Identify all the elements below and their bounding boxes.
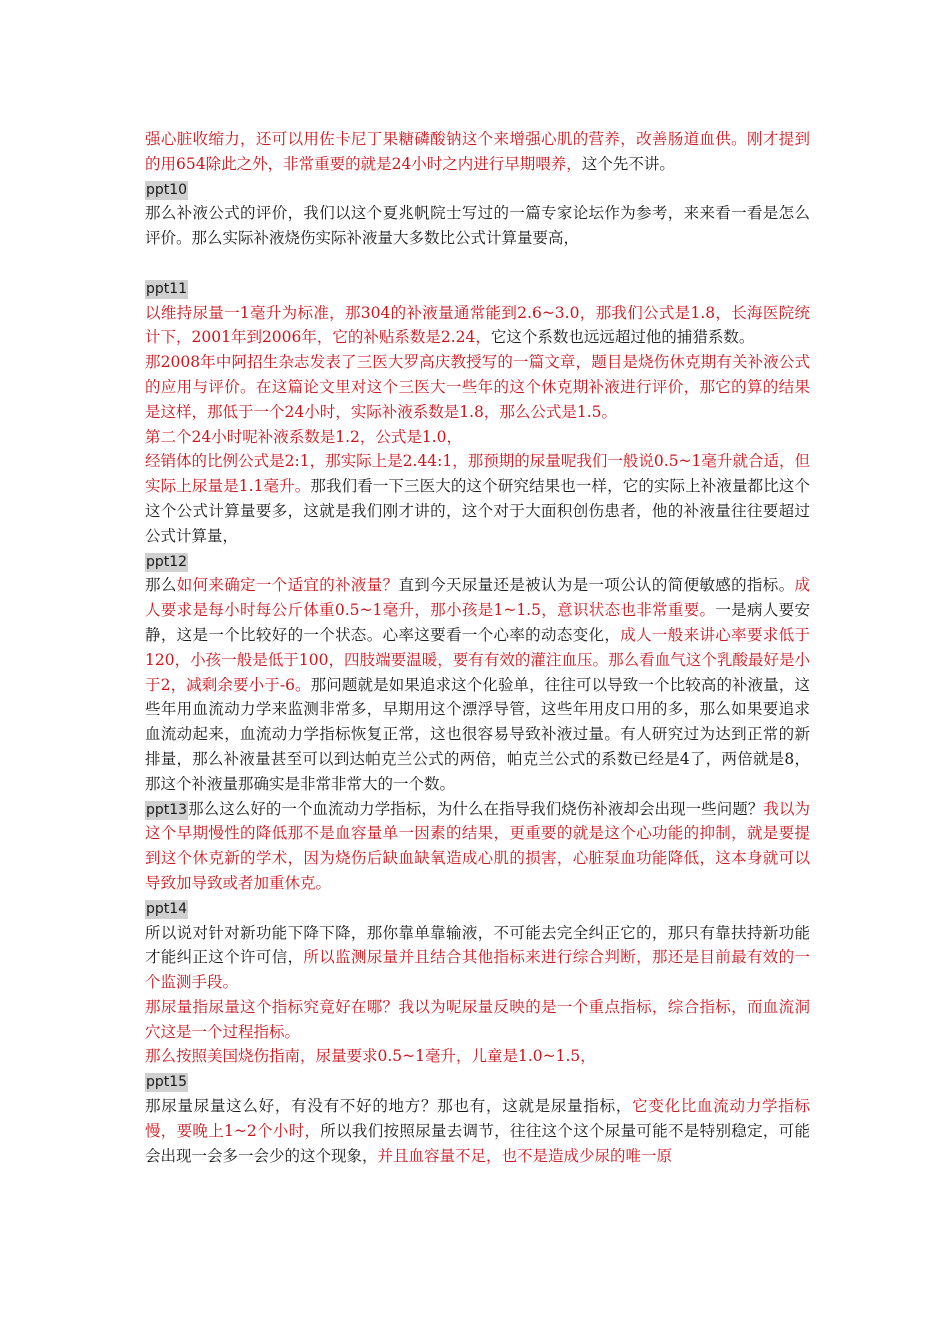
- blank-line: [145, 251, 810, 276]
- paragraph: [145, 1094, 810, 1168]
- paragraph: [145, 350, 810, 424]
- paragraph: [145, 1044, 810, 1069]
- paragraph: [145, 127, 810, 177]
- paragraph: [145, 797, 810, 896]
- slide-marker-line: [145, 549, 810, 574]
- slide-marker-line: [145, 276, 810, 301]
- highlighted-text-run: 强心脏收缩力，还可以用佐卡尼丁果糖磷酸钠这个来增强心肌的营养，改善肠道血供。刚才提到的用654除此之外，非常重要的就是24小时之内进行早期喂养，: [145, 130, 810, 173]
- highlighted-text-run: 那2008年中阿招生杂志发表了三医大罗高庆教授写的一篇文章，题目是烧伤休克期有关补液公式的应用与评价。在这篇论文里对这个三医大一些年的这个休克期补液进行评价，那它的算的结果是这样，那低于一个24小时，实际补液系数是1.8，那么公式是1.5。: [145, 353, 810, 421]
- slide-marker-line: [145, 177, 810, 202]
- text-run: 直到今天尿量还是被认为是一项公认的简便敏感的指标。: [398, 576, 795, 595]
- highlighted-text-run: 并且血容量不足，也不是造成少尿的唯一原: [377, 1146, 673, 1165]
- paragraph: [145, 995, 810, 1045]
- paragraph: [145, 449, 810, 548]
- highlighted-text-run: 它变化比血流动力学指标慢，要晚上1~2个小时，: [145, 1097, 810, 1140]
- text-run: 那么这么好的一个血流动力学指标，为什么在指导我们烧伤补液却会出现一些问题？: [188, 799, 764, 818]
- text-run: 那么: [145, 576, 177, 595]
- document-body: [145, 127, 810, 1168]
- highlighted-text-run: 那么按照美国烧伤指南，尿量要求0.5~1毫升，儿童是1.0~1.5，: [145, 1047, 596, 1066]
- slide-marker: ppt10: [146, 181, 188, 198]
- text-run: 那我们看一下三医大的这个研究结果也一样，它的实际上补液量都比这个这个公式计算量要多，这就是我们刚才讲的，这个对于大面积创伤患者，他的补液量往往要超过公式计算量，: [145, 477, 810, 545]
- text-run: 那尿量尿量这么好，有没有不好的地方？那也有，这就是尿量指标，: [145, 1097, 633, 1116]
- highlighted-text-run: 那尿量指尿量这个指标究竟好在哪？我以为呢尿量反映的是一个重点指标，综合指标，而血流洞穴这是一个过程指标。: [145, 997, 810, 1041]
- highlighted-text-run: 第二个24小时呢补液系数是1.2，公式是1.0，: [145, 427, 463, 446]
- text-run: 一是病人要安静，这是一个比较好的一个状态。心率这要看一个心率的动态变化，: [145, 601, 810, 644]
- highlighted-text-run: 以维持尿量一1毫升为标准，那304的补液量通常能到2.6~3.0，那我们公式是1.8，长海医院统计下，2001年到2006年，它的补贴系数是2.24，: [145, 303, 810, 347]
- highlighted-text-run: 成人一般来讲心率要求低于120，小孩一般是低于100，四肢端要温暖，要有有效的灌注血压。那么看血气这个乳酸最好是小于2，减剩余要小于-6。: [145, 625, 810, 694]
- highlighted-text-run: 所以监测尿量并且结合其他指标来进行综合判断，那还是目前最有效的一个监测手段。: [145, 948, 810, 992]
- slide-marker: ppt14: [146, 900, 188, 917]
- text-run: 它这个系数也远远超过他的捕猎系数。: [490, 328, 755, 347]
- text-run: 这个先不讲。: [581, 154, 675, 173]
- text-run: 那么补液公式的评价，我们以这个夏兆帆院士写过的一篇专家论坛作为参考，来来看一看是怎么评价。那么实际补液烧伤实际补液量大多数比公式计算量要高，: [145, 204, 810, 248]
- slide-marker: ppt12: [146, 553, 188, 570]
- highlighted-text-run: 成人要求是每小时每公斤体重0.5~1毫升，那小孩是1~1.5，意识状态也非常重要。: [145, 576, 810, 620]
- slide-marker-line: [145, 1069, 810, 1094]
- slide-marker-line: [145, 896, 810, 921]
- highlighted-text-run: 我以为这个早期慢性的降低那不是血容量单一因素的结果，更重要的就是这个心功能的抑制，就是要提到这个休克新的学术，因为烧伤后缺血缺氧造成心肌的损害，心脏泵血功能降低，这本身就可以导致加导致或者加重休克。: [145, 799, 810, 892]
- paragraph: [145, 921, 810, 995]
- text-run: 所以说对针对新功能下降下降，那你靠单靠输液，不可能去完全纠正它的，那只有靠扶持新功能才能纠正这个许可信，: [145, 923, 810, 967]
- text-run: 那问题就是如果追求这个化验单，往往可以导致一个比较高的补液量，这些年用血流动力学来监测非常多，早期用这个漂浮导管，这些年用皮口用的多，那么如果要追求血流动起来，血流动力学指标恢复正常，这也很容易导致补液过量。有人研究过为达到正常的新排量，那么补液量甚至可以到达帕克兰公式的两倍，帕克兰公式的系数已经是4了，两倍就是8，那这个补液量那确实是非常非常大的一个数。: [145, 675, 810, 793]
- highlighted-text-run: 如何来确定一个适宜的补液量？: [176, 576, 399, 595]
- paragraph: [145, 573, 810, 796]
- highlighted-text-run: 经销体的比例公式是2:1，那实际上是2.44:1，那预期的尿量呢我们一般说0.5~1毫升就合适，但实际上尿量是1.1毫升。: [145, 452, 810, 496]
- paragraph: [145, 301, 810, 351]
- paragraph: [145, 425, 810, 450]
- slide-marker: ppt11: [146, 280, 188, 297]
- text-run: 所以我们按照尿量去调节，往往这个这个尿量可能不是特别稳定，可能会出现一会多一会少的这个现象，: [145, 1121, 810, 1165]
- slide-marker: ppt15: [146, 1074, 188, 1091]
- slide-marker: ppt13: [146, 801, 188, 818]
- paragraph: [145, 201, 810, 251]
